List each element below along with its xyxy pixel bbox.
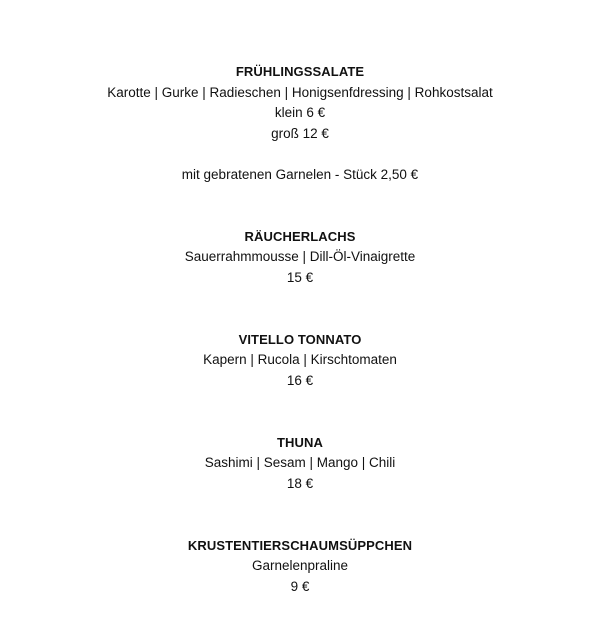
menu-item-description: Garnelenpraline [251,558,349,573]
menu-item-fruehlingssalate [0,62,600,185]
menu-item-title: RÄUCHERLACHS [244,228,356,244]
menu-item-description: Sauerrahmmousse | Dill-Öl-Vinaigrette [184,249,416,264]
menu-item-price: 18 € [286,475,314,491]
menu-item-price: 9 € [290,578,310,594]
menu-item-description: Sashimi | Sesam | Mango | Chili [204,455,396,470]
menu-item-raeucherlachs [0,227,600,289]
menu-item-price-large: groß 12 € [271,125,329,141]
spacer [0,309,600,330]
menu-item-vitello-tonnato [0,330,600,392]
spacer [0,391,600,412]
menu-item-title: VITELLO TONNATO [238,331,362,347]
menu-item-price: 16 € [286,372,314,388]
menu-item-thuna [0,433,600,495]
spacer [0,288,600,309]
spacer [0,515,600,536]
menu-item-extra: mit gebratenen Garnelen - Stück 2,50 € [181,166,419,182]
spacer [0,412,600,433]
menu-item-description: Karotte | Gurke | Radieschen | Honigsenfdressing | Rohkostsalat [107,84,493,100]
spacer [0,206,600,227]
menu-item-title: KRUSTENTIERSCHAUMSÜPPCHEN [187,537,413,553]
spacer [0,494,600,515]
spacer [0,185,600,206]
spacer [0,144,600,165]
menu-item-title: FRÜHLINGSSALATE [235,64,365,79]
menu-item-description: Kapern | Rucola | Kirschtomaten [203,352,397,367]
menu-item-price: 15 € [286,269,314,285]
menu-list [0,62,600,597]
menu-item-krustentierschaumsueppchen [0,536,600,598]
menu-item-price-small: klein 6 € [274,105,326,120]
menu-item-title: THUNA [277,434,323,450]
